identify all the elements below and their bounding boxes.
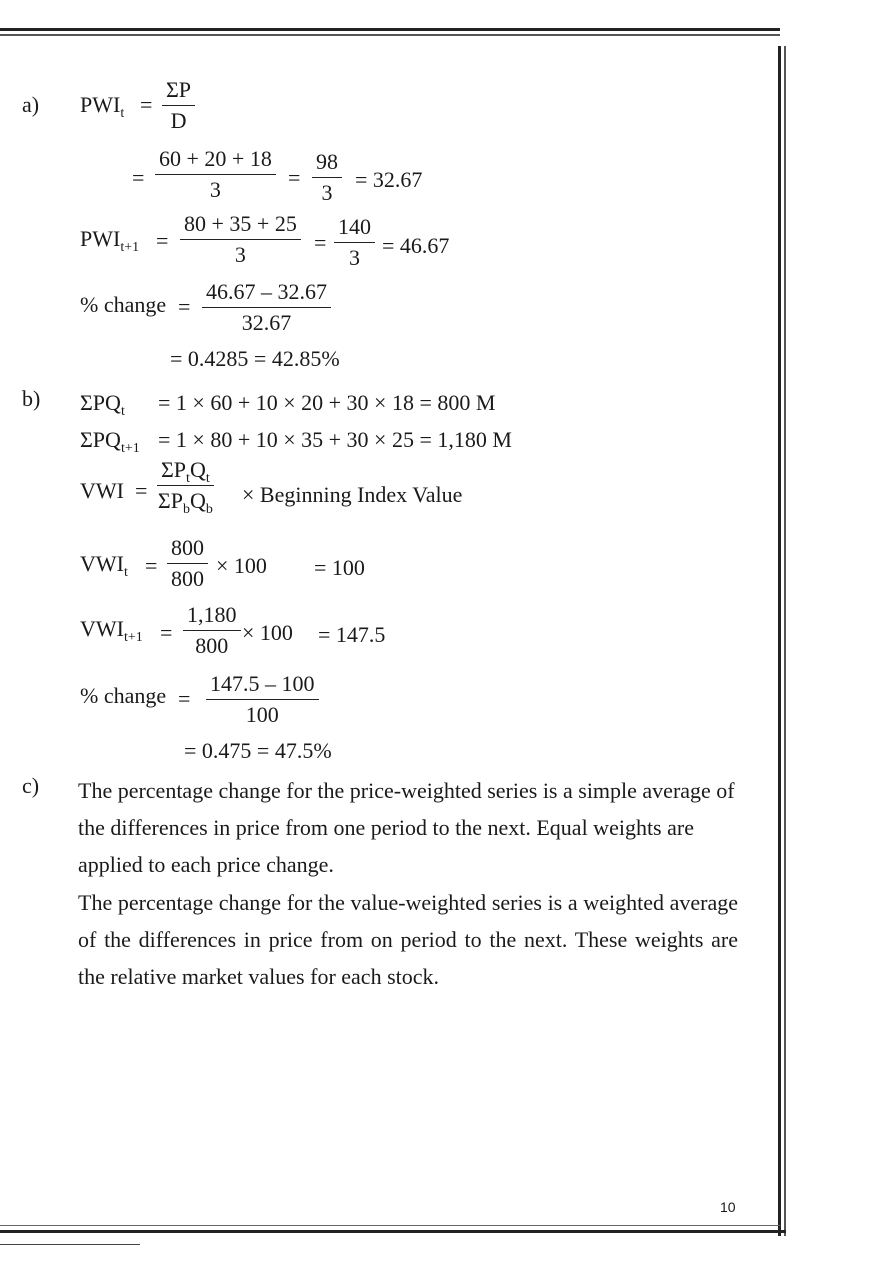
- pwi-t-sum-fraction: $\frac{60 + 20 + 18}{3}$: [155, 147, 276, 202]
- equals-sign: =: [135, 478, 148, 503]
- vwi-t-multiplier: × 100: [216, 553, 267, 578]
- right-border-rule-outer: [784, 46, 786, 1236]
- right-border-rule: [778, 46, 781, 1236]
- pwi-formula-denominator: D: [170, 108, 187, 134]
- vwi-formula-numerator: $\Sigma P_tQ_t$: [157, 458, 214, 486]
- pwi-t1-result: = 46.67: [382, 233, 450, 258]
- vwi-t1-multiplier: × 100: [242, 620, 293, 645]
- vwi-pct-change-result: = 0.475 = 47.5%: [184, 738, 332, 763]
- vwi-t1-lhs: $VWI_{t+1}$: [80, 616, 143, 645]
- vwi-t-fraction: $\frac{800}{800}$: [167, 536, 208, 591]
- vwi-formula-rhs: × Beginning Index Value: [242, 482, 463, 507]
- equals-sign: =: [288, 165, 301, 190]
- pwi-t-result: = 32.67: [355, 167, 423, 192]
- equals-sign: =: [178, 686, 191, 711]
- equals-sign: =: [140, 92, 153, 117]
- top-border-rule-inner: [0, 34, 780, 36]
- vwi-formula-denominator: $\Sigma P_bQ_b$: [157, 488, 213, 518]
- footer-short-rule: [0, 1244, 140, 1245]
- vwi-formula-fraction: [157, 457, 214, 518]
- pwi-pct-change-fraction: $\frac{46.67 - 32.67}{32.67}$: [202, 280, 331, 335]
- pwi-t1-lhs: $PWI_{t+1}$: [80, 226, 140, 255]
- pwi-formula-numerator: ΣP: [162, 78, 195, 106]
- sum-pq-t-calc: = 1 × 60 + 10 × 20 + 30 × 18 = 800 M: [158, 390, 496, 415]
- pct-change-label: % change: [80, 683, 167, 708]
- equals-sign: =: [156, 228, 169, 253]
- part-c-paragraph-price-weighted: The percentage change for the price-weighted series is a simple average of the differences in price from one period to the next. Equal weights are applied to each price change.: [78, 778, 735, 877]
- vwi-t-result: = 100: [314, 555, 365, 580]
- pct-change-label: % change: [80, 292, 167, 317]
- page-number: 10: [720, 1199, 736, 1215]
- equals-sign: =: [145, 553, 158, 578]
- pwi-pct-change-result: = 0.4285 = 42.85%: [170, 346, 340, 371]
- pwi-formula-lhs: $PWI_t$: [80, 92, 125, 121]
- sum-pq-t1-calc: = 1 × 80 + 10 × 35 + 30 × 25 = 1,180 M: [158, 427, 512, 452]
- vwi-t-lhs: $VWI_t$: [80, 551, 128, 580]
- vwi-t1-fraction: $\frac{1,180}{800}$: [183, 603, 241, 658]
- part-c-label: c): [22, 773, 40, 798]
- vwi-formula-lhs: VWI: [80, 478, 124, 503]
- part-b-label: b): [22, 386, 41, 411]
- part-a-label: a): [22, 92, 40, 117]
- pwi-t1-sum-fraction: $\frac{80 + 35 + 25}{3}$: [180, 212, 301, 267]
- part-c-paragraph-value-weighted: The percentage change for the value-weighted series is a weighted average of the differences in price from on period to the next. These weights are the relative market values for each stock.: [78, 890, 738, 989]
- equals-sign: =: [132, 165, 145, 190]
- sum-pq-t1-lhs: $\Sigma PQ_{t+1}$: [80, 427, 140, 456]
- pwi-t1-fraction: $\frac{140}{3}$: [334, 215, 375, 270]
- top-border-rule: [0, 28, 780, 31]
- equals-sign: =: [314, 230, 327, 255]
- vwi-t1-result: = 147.5: [318, 622, 386, 647]
- pwi-t-fraction: $\frac{98}{3}$: [312, 150, 342, 205]
- sum-pq-t-lhs: $\Sigma PQ_t$: [80, 390, 125, 419]
- vwi-pct-change-fraction: $\frac{147.5 - 100}{100}$: [206, 672, 319, 727]
- bottom-border-rule: [0, 1230, 786, 1233]
- equals-sign: =: [160, 620, 173, 645]
- pwi-formula-fraction: [162, 78, 195, 133]
- bottom-border-rule-inner: [0, 1225, 780, 1226]
- equals-sign: =: [178, 294, 191, 319]
